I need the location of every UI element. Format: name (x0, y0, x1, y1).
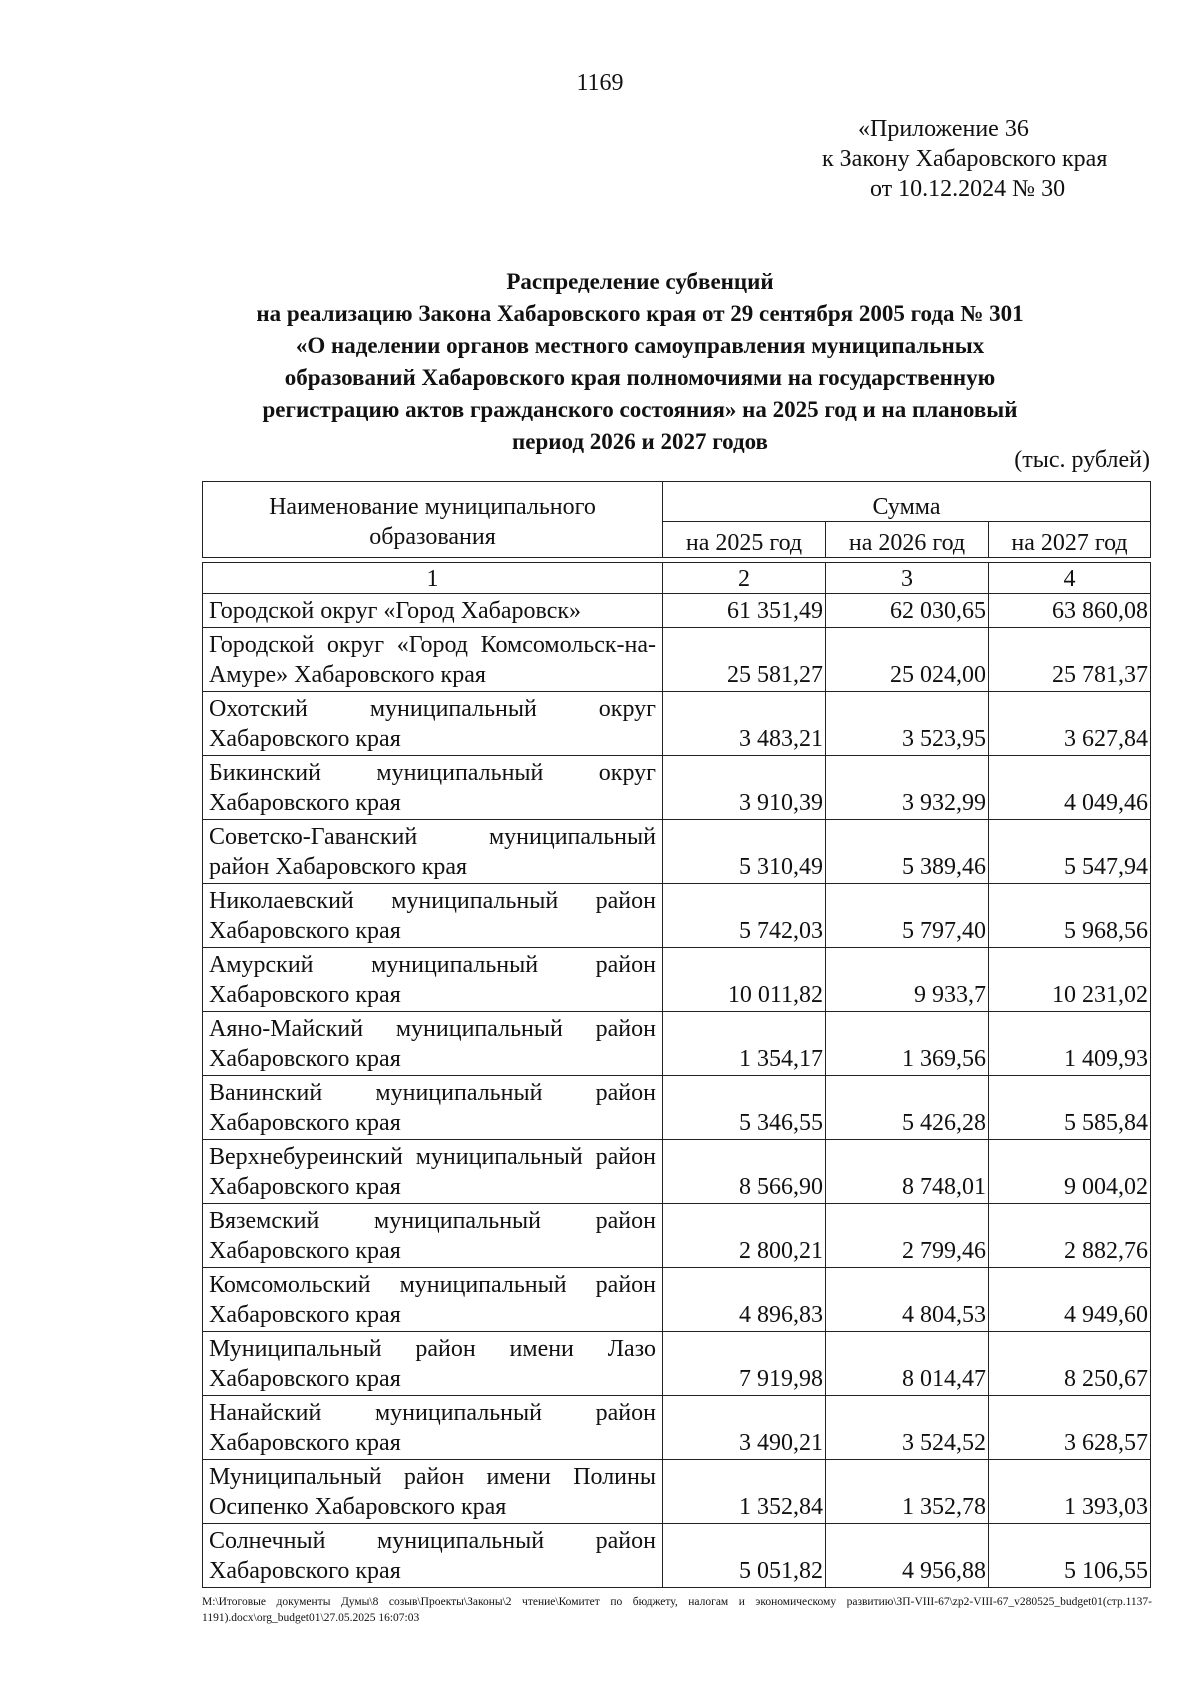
page-number: 1169 (576, 70, 624, 96)
municipality-name: Нанайский муниципальный район Хабаровского края (203, 1396, 663, 1460)
amount-2025: 5 346,55 (663, 1076, 826, 1140)
amount-2027: 4 949,60 (989, 1268, 1151, 1332)
table-row (203, 628, 1151, 692)
table-row (203, 1268, 1151, 1332)
municipality-name: Муниципальный район имени Полины Осипенко Хабаровского края (203, 1460, 663, 1524)
amount-2027: 63 860,08 (989, 594, 1151, 628)
table-row (203, 1524, 1151, 1588)
amount-2025: 10 011,82 (663, 948, 826, 1012)
amount-2025: 5 310,49 (663, 820, 826, 884)
municipality-name: Охотский муниципальный округ Хабаровского края (203, 692, 663, 756)
amount-2027: 5 968,56 (989, 884, 1151, 948)
amount-2027: 1 393,03 (989, 1460, 1151, 1524)
amount-2027: 2 882,76 (989, 1204, 1151, 1268)
header-year-2026: на 2026 год (826, 522, 989, 558)
amount-2026: 1 369,56 (826, 1012, 989, 1076)
municipality-name: Советско-Гаванский муниципальный район Хабаровского края (203, 820, 663, 884)
amount-2026: 8 014,47 (826, 1332, 989, 1396)
document-title (190, 266, 1090, 458)
municipality-name: Солнечный муниципальный район Хабаровского края (203, 1524, 663, 1588)
amount-2025: 4 896,83 (663, 1268, 826, 1332)
table-row (203, 1076, 1151, 1140)
amount-2026: 62 030,65 (826, 594, 989, 628)
title-line-3: «О наделении органов местного самоуправления муниципальных (295, 333, 985, 358)
amount-2027: 4 049,46 (989, 756, 1151, 820)
appendix-line-1: «Приложение 36 (858, 116, 1029, 142)
municipality-name: Муниципальный район имени Лазо Хабаровского края (203, 1332, 663, 1396)
municipality-name: Бикинский муниципальный округ Хабаровского края (203, 756, 663, 820)
table-row (203, 756, 1151, 820)
table-row (203, 820, 1151, 884)
municipality-name: Верхнебуреинский муниципальный район Хабаровского края (203, 1140, 663, 1204)
amount-2027: 5 547,94 (989, 820, 1151, 884)
column-number: 1 (203, 563, 663, 594)
column-number-row (203, 563, 1151, 594)
amount-2026: 3 523,95 (826, 692, 989, 756)
amount-2025: 3 490,21 (663, 1396, 826, 1460)
amount-2026: 4 804,53 (826, 1268, 989, 1332)
table-row (203, 1460, 1151, 1524)
amount-2026: 5 389,46 (826, 820, 989, 884)
amount-2027: 8 250,67 (989, 1332, 1151, 1396)
table-row (203, 1140, 1151, 1204)
municipality-name: Ванинский муниципальный район Хабаровского края (203, 1076, 663, 1140)
unit-label: (тыс. рублей) (1014, 447, 1150, 473)
amount-2025: 61 351,49 (663, 594, 826, 628)
amount-2025: 5 051,82 (663, 1524, 826, 1588)
amount-2026: 5 797,40 (826, 884, 989, 948)
header-year-2025: на 2025 год (663, 522, 826, 558)
title-line-4: образований Хабаровского края полномочиями на государственную (284, 365, 996, 390)
table-row (203, 1396, 1151, 1460)
amount-2027: 10 231,02 (989, 948, 1151, 1012)
amount-2025: 8 566,90 (663, 1140, 826, 1204)
title-line-1: Распределение субвенций (506, 269, 774, 294)
footer-file-path: M:\Итоговые документы Думы\8 созыв\Проекты\Законы\2 чтение\Комитет по бюджету, налогам и экономическому развитию\ЗП-VIII-67\zp2-VIII-67_v280525_budget01(стр.1137-1191).docx\org_budget01\27.05.2025 16:07:03 (202, 1596, 1152, 1624)
amount-2025: 7 919,98 (663, 1332, 826, 1396)
amount-2026: 9 933,7 (826, 948, 989, 1012)
appendix-reference (780, 114, 1160, 204)
municipality-name: Комсомольский муниципальный район Хабаровского края (203, 1268, 663, 1332)
amount-2026: 1 352,78 (826, 1460, 989, 1524)
amount-2027: 3 627,84 (989, 692, 1151, 756)
municipality-name: Вяземский муниципальный район Хабаровского края (203, 1204, 663, 1268)
municipality-name: Амурский муниципальный район Хабаровского края (203, 948, 663, 1012)
column-number: 2 (663, 563, 826, 594)
table-row (203, 1332, 1151, 1396)
table-row (203, 594, 1151, 628)
header-municipality-name: Наименование муниципального образования (203, 482, 663, 558)
amount-2026: 2 799,46 (826, 1204, 989, 1268)
municipality-name: Николаевский муниципальный район Хабаровского края (203, 884, 663, 948)
table-row (203, 884, 1151, 948)
amount-2025: 1 352,84 (663, 1460, 826, 1524)
amount-2027: 1 409,93 (989, 1012, 1151, 1076)
table-row (203, 1204, 1151, 1268)
amount-2027: 9 004,02 (989, 1140, 1151, 1204)
amount-2025: 2 800,21 (663, 1204, 826, 1268)
table-header-row (203, 482, 1151, 522)
municipality-name: Городской округ «Город Хабаровск» (203, 594, 663, 628)
column-number: 3 (826, 563, 989, 594)
appendix-line-3: от 10.12.2024 № 30 (870, 176, 1066, 202)
amount-2027: 3 628,57 (989, 1396, 1151, 1460)
subvention-table (202, 481, 1151, 1588)
municipality-name: Городской округ «Город Комсомольск-на-Амуре» Хабаровского края (203, 628, 663, 692)
table-row (203, 1012, 1151, 1076)
amount-2025: 25 581,27 (663, 628, 826, 692)
amount-2027: 5 585,84 (989, 1076, 1151, 1140)
amount-2026: 4 956,88 (826, 1524, 989, 1588)
title-line-5: регистрацию актов гражданского состояния» на 2025 год и на плановый (262, 397, 1018, 422)
amount-2025: 5 742,03 (663, 884, 826, 948)
column-number: 4 (989, 563, 1151, 594)
amount-2026: 3 932,99 (826, 756, 989, 820)
amount-2026: 25 024,00 (826, 628, 989, 692)
amount-2026: 3 524,52 (826, 1396, 989, 1460)
amount-2026: 5 426,28 (826, 1076, 989, 1140)
header-year-2027: на 2027 год (989, 522, 1151, 558)
header-sum: Сумма (663, 482, 1151, 522)
appendix-line-2: к Закону Хабаровского края (822, 146, 1108, 172)
amount-2025: 3 483,21 (663, 692, 826, 756)
table-row (203, 692, 1151, 756)
municipality-name: Аяно-Майский муниципальный район Хабаровского края (203, 1012, 663, 1076)
subvention-table-container (202, 481, 1150, 1588)
amount-2026: 8 748,01 (826, 1140, 989, 1204)
title-line-6: период 2026 и 2027 годов (512, 429, 768, 454)
title-line-2: на реализацию Закона Хабаровского края от 29 сентября 2005 года № 301 (256, 301, 1024, 326)
amount-2025: 3 910,39 (663, 756, 826, 820)
amount-2027: 25 781,37 (989, 628, 1151, 692)
amount-2027: 5 106,55 (989, 1524, 1151, 1588)
table-row (203, 948, 1151, 1012)
amount-2025: 1 354,17 (663, 1012, 826, 1076)
